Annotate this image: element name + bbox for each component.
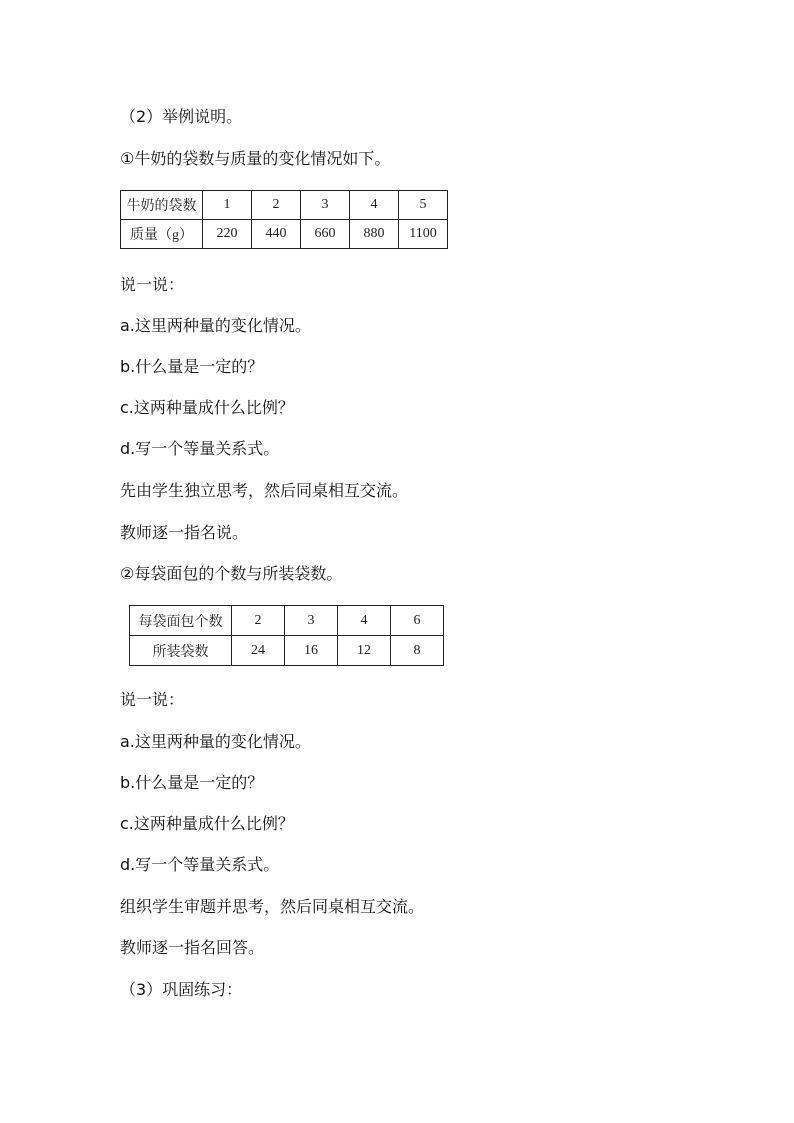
question-b: b.什么量是一定的？ (120, 357, 264, 376)
question-c: c.这两种量成什么比例？ (120, 814, 294, 833)
table-cell: 每袋面包个数 (130, 606, 232, 636)
question-d: d.写一个等量关系式。 (120, 439, 280, 458)
section-heading-3: （3）巩固练习： (120, 980, 243, 999)
table-row (130, 636, 444, 666)
table-cell: 24 (232, 636, 285, 666)
table-cell: 5 (399, 191, 448, 220)
milk-bags-table (120, 190, 448, 249)
bread-bags-table (129, 605, 444, 666)
example-1-intro: ①牛奶的袋数与质量的变化情况如下。 (120, 149, 391, 168)
table-cell: 880 (350, 220, 399, 249)
table-cell: 2 (252, 191, 301, 220)
question-a: a.这里两种量的变化情况。 (120, 732, 311, 751)
question-b: b.什么量是一定的？ (120, 773, 264, 792)
discussion-label: 说一说： (120, 690, 185, 709)
table-cell: 3 (285, 606, 338, 636)
table-cell: 1 (203, 191, 252, 220)
table-cell: 6 (391, 606, 444, 636)
section-heading-2: （2）举例说明。 (120, 107, 243, 126)
question-a: a.这里两种量的变化情况。 (120, 316, 311, 335)
table-cell: 4 (338, 606, 391, 636)
instruction-text: 先由学生独立思考，然后同桌相互交流。 (120, 481, 409, 500)
table-cell: 12 (338, 636, 391, 666)
discussion-label: 说一说： (120, 275, 185, 294)
table-cell: 2 (232, 606, 285, 636)
example-2-intro: ②每袋面包的个数与所装袋数。 (120, 564, 343, 583)
table-cell: 牛奶的袋数 (121, 191, 203, 220)
table-row (130, 606, 444, 636)
table-cell: 4 (350, 191, 399, 220)
table-cell: 1100 (399, 220, 448, 249)
table-cell: 220 (203, 220, 252, 249)
instruction-text: 组织学生审题并思考，然后同桌相互交流。 (120, 897, 425, 916)
table-row (121, 220, 448, 249)
table-cell: 8 (391, 636, 444, 666)
question-d: d.写一个等量关系式。 (120, 855, 280, 874)
table-cell: 质量（g） (121, 220, 203, 249)
instruction-text: 教师逐一指名说。 (120, 523, 249, 542)
table-cell: 660 (301, 220, 350, 249)
table-cell: 3 (301, 191, 350, 220)
table-row (121, 191, 448, 220)
question-c: c.这两种量成什么比例？ (120, 398, 294, 417)
table-cell: 所装袋数 (130, 636, 232, 666)
table-cell: 16 (285, 636, 338, 666)
instruction-text: 教师逐一指名回答。 (120, 938, 265, 957)
table-cell: 440 (252, 220, 301, 249)
